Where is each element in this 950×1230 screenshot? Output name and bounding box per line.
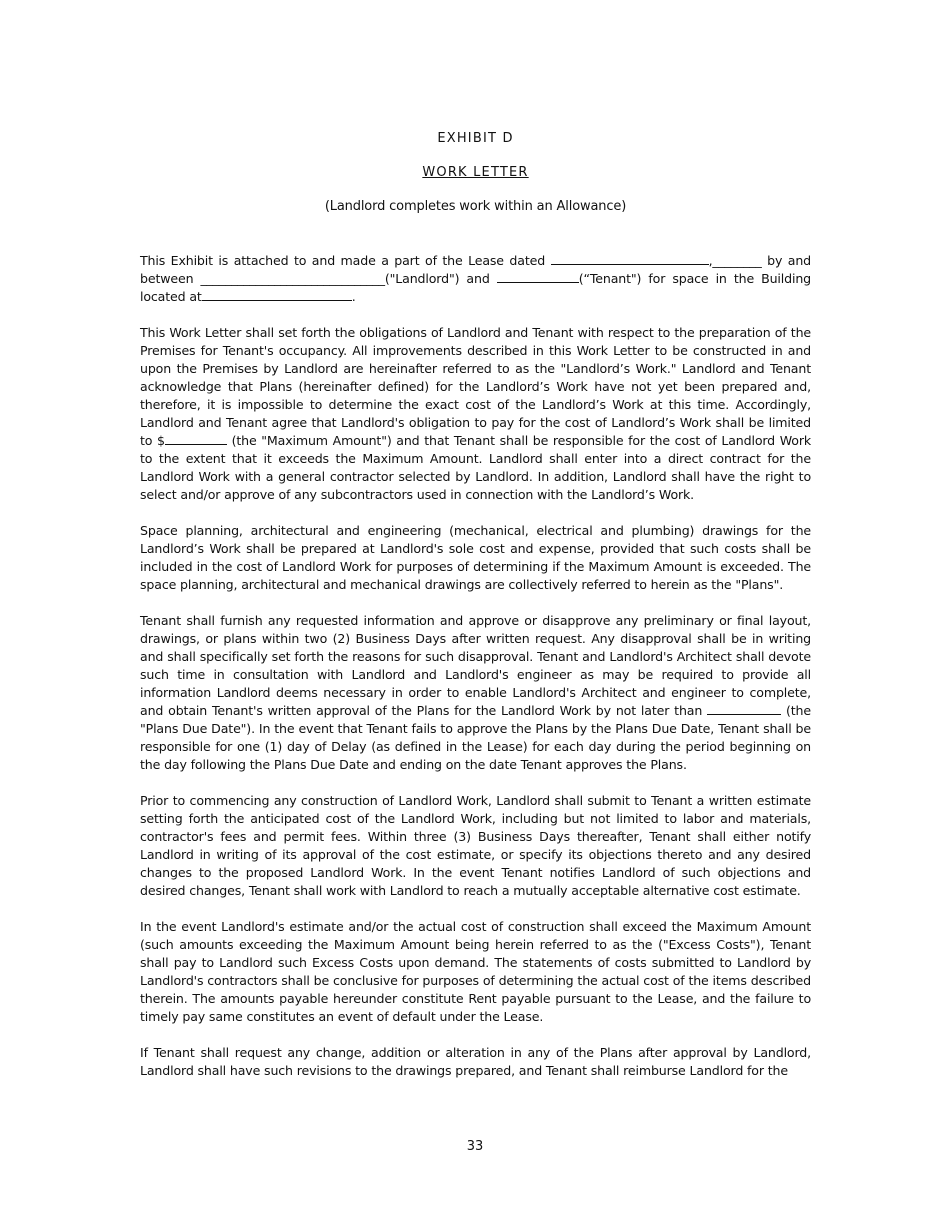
paragraph-work-letter-obligations	[140, 324, 811, 504]
paragraph-text: .	[351, 289, 356, 304]
plans-due-date-blank	[707, 702, 781, 715]
paragraph-text: (the "Maximum Amount") and that Tenant shall be responsible for the cost of Landlord Work to the extent that it exceeds the Maximum Amount. Landlord shall enter into a direct contract for the Landlord Work with a general contractor selected by Landlord. In addition, Landlord shall have the right to select and/or approve of any subcontractors used in connection with the Landlord’s Work.	[140, 433, 812, 502]
paragraph-text: (the "Plans Due Date"). In the event that Tenant fails to approve the Plans by the Plans Due Date, Tenant shall be responsible for one (1) day of Delay (as defined in the Lease) for each day during the period beginning on the day following the Plans Due Date and ending on the date Tenant approves the Plans.	[140, 703, 811, 772]
paragraph-text: Tenant shall furnish any requested information and approve or disapprove any preliminary or final layout, drawings, or plans within two (2) Business Days after written request. Any disapproval shall be in writing and shall specifically set forth the reasons for such disapproval. Tenant and Landlord's Architect shall devote such time in consultation with Landlord and Landlord's engineer as may be required to provide all information Landlord deems necessary in order to enable Landlord's Architect and engineer to complete, and obtain Tenant's written approval of the Plans for the Landlord Work by not later than	[140, 613, 811, 718]
tenant-name-blank	[497, 270, 579, 283]
paragraph-text: ,________ by and between ______________________________("Landlord") and	[140, 253, 811, 286]
paragraph-space-planning: Space planning, architectural and engineering (mechanical, electrical and plumbing) drawings for the Landlord’s Work shall be prepared at Landlord's sole cost and expense, provided that such costs shall be included in the cost of Landlord Work for purposes of determining if the Maximum Amount is exceeded. The space planning, architectural and mechanical drawings are collectively referred to herein as the "Plans".	[140, 523, 811, 592]
subtitle: (Landlord completes work within an Allowance)	[324, 199, 627, 214]
document-body	[140, 126, 811, 1080]
paragraph-text: (“Tenant") for space in the Building located at	[140, 271, 812, 304]
paragraph-plan-changes: If Tenant shall request any change, addition or alteration in any of the Plans after approval by Landlord, Landlord shall have such revisions to the drawings prepared, and Tenant shall reimburse Landlord for the	[140, 1045, 811, 1078]
work-letter-title-text: WORK LETTER	[422, 165, 529, 180]
work-letter-title	[140, 164, 811, 182]
paragraph-lease-parties	[140, 252, 811, 306]
paragraph-cost-estimate: Prior to commencing any construction of Landlord Work, Landlord shall submit to Tenant a written estimate setting forth the anticipated cost of the Landlord Work, including but not limited to labor and materials, contractor's fees and permit fees. Within three (3) Business Days thereafter, Tenant shall either notify Landlord in writing of its approval of the cost estimate, or specify its objections thereto and any desired changes to the proposed Landlord Work. In the event Tenant notifies Landlord of such objections and desired changes, Tenant shall work with Landlord to reach a mutually acceptable alternative cost estimate.	[140, 793, 811, 898]
paragraph-text: This Exhibit is attached to and made a part of the Lease dated	[140, 253, 551, 268]
lease-date-blank	[551, 252, 709, 265]
paragraph-tenant-approval	[140, 612, 811, 774]
paragraph-excess-costs: In the event Landlord's estimate and/or the actual cost of construction shall exceed the Maximum Amount (such amounts exceeding the Maximum Amount being herein referred to as the ("Excess Costs"), Tenant shall pay to Landlord such Excess Costs upon demand. The statements of costs submitted to Landlord by Landlord's contractors shall be conclusive for purposes of determining the actual cost of the items described therein. The amounts payable hereunder constitute Rent payable pursuant to the Lease, and the failure to timely pay same constitutes an event of default under the Lease.	[140, 919, 811, 1024]
page-number: 33	[466, 1139, 484, 1154]
maximum-amount-blank	[165, 432, 227, 445]
exhibit-heading: EXHIBIT D	[437, 131, 514, 146]
paragraph-text: This Work Letter shall set forth the obligations of Landlord and Tenant with respect to the preparation of the Premises for Tenant's occupancy. All improvements described in this Work Letter to be constructed in and upon the Premises by Landlord are hereinafter referred to as the "Landlord’s Work." Landlord and Tenant acknowledge that Plans (hereinafter defined) for the Landlord’s Work have not yet been prepared and, therefore, it is impossible to determine the exact cost of the Landlord’s Work at this time. Accordingly, Landlord and Tenant agree that Landlord's obligation to pay for the cost of Landlord’s Work shall be limited to $	[140, 325, 811, 448]
building-location-blank	[202, 288, 352, 301]
